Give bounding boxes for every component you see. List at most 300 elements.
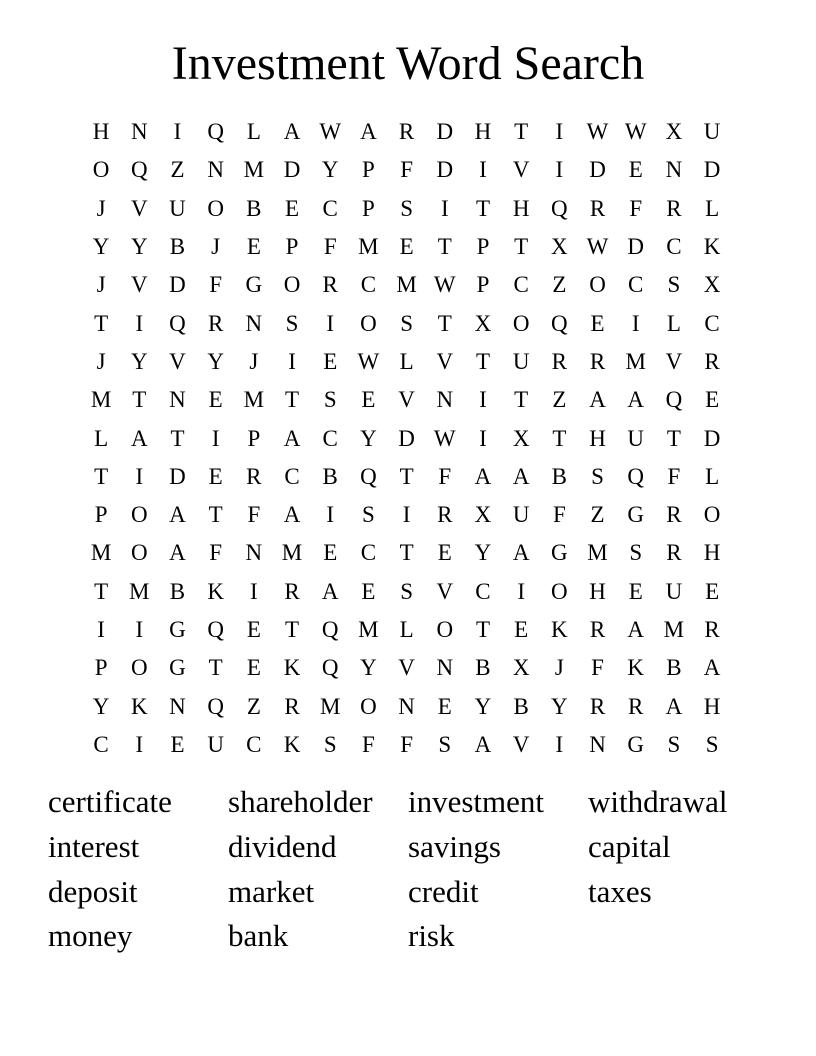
- grid-letter: K: [703, 234, 721, 260]
- grid-letter: L: [246, 119, 261, 145]
- grid-letter: T: [475, 348, 490, 374]
- word-list-item: certificate: [48, 784, 172, 819]
- grid-letter: I: [517, 578, 525, 604]
- grid-letter: M: [90, 387, 112, 413]
- grid-letter: C: [246, 731, 262, 757]
- grid-letter: A: [512, 463, 530, 489]
- word-list-item: deposit: [48, 873, 138, 909]
- grid-letter: F: [629, 195, 643, 221]
- grid-letter: U: [169, 195, 186, 221]
- grid-letter: V: [436, 578, 454, 604]
- grid-letter: J: [211, 234, 221, 260]
- grid-letter: D: [589, 157, 606, 183]
- grid-letter: P: [362, 157, 375, 183]
- grid-letter: R: [207, 310, 224, 336]
- grid-letter: R: [628, 693, 644, 719]
- grid-letter: T: [437, 234, 452, 260]
- grid-letter: Y: [92, 234, 110, 260]
- grid-letter: I: [440, 195, 449, 221]
- grid-letter: J: [249, 348, 259, 374]
- grid-letter: G: [627, 731, 645, 757]
- letter-grid: [82, 113, 731, 764]
- grid-letter: O: [130, 655, 148, 681]
- grid-letter: N: [665, 157, 683, 183]
- grid-letter: Q: [665, 387, 683, 413]
- grid-letter: E: [437, 540, 452, 566]
- grid-letter: A: [283, 425, 301, 451]
- grid-letter: I: [631, 310, 640, 336]
- grid-letter: A: [169, 502, 186, 528]
- grid-letter: M: [129, 578, 150, 604]
- grid-letter: A: [665, 693, 683, 719]
- grid-letter: A: [474, 463, 492, 489]
- grid-letter: S: [362, 502, 375, 528]
- grid-letter: S: [591, 463, 604, 489]
- grid-letter: Z: [552, 387, 567, 413]
- grid-letter: S: [323, 731, 337, 757]
- word-list-item: withdrawal: [588, 784, 728, 819]
- grid-letter: T: [514, 234, 529, 260]
- grid-letter: R: [666, 502, 682, 528]
- grid-letter: G: [169, 655, 186, 681]
- grid-letter: S: [705, 731, 719, 757]
- grid-letter: E: [514, 617, 529, 642]
- grid-letter: N: [207, 157, 224, 183]
- grid-letter: P: [285, 234, 299, 260]
- grid-letter: K: [207, 578, 224, 604]
- grid-letter: A: [283, 119, 301, 145]
- grid-letter: X: [512, 655, 530, 681]
- grid-letter: M: [358, 617, 379, 642]
- word-list-item: interest: [48, 828, 140, 864]
- grid-letter: M: [90, 540, 112, 566]
- grid-letter: B: [475, 655, 491, 681]
- word-list-item: risk: [408, 918, 455, 954]
- grid-letter: T: [514, 119, 529, 145]
- grid-letter: Z: [552, 272, 567, 298]
- grid-letter: V: [512, 731, 530, 757]
- grid-letter: T: [475, 195, 490, 221]
- grid-letter: X: [474, 310, 492, 336]
- grid-letter: E: [246, 617, 261, 642]
- grid-letter: Y: [130, 348, 148, 374]
- grid-letter: O: [512, 310, 530, 336]
- grid-letter: I: [135, 731, 144, 757]
- grid-letter: D: [703, 425, 721, 451]
- grid-letter: K: [551, 617, 568, 642]
- grid-letter: I: [97, 617, 105, 642]
- grid-letter: X: [665, 119, 683, 145]
- grid-letter: Y: [551, 693, 568, 719]
- grid-letter: R: [589, 195, 606, 221]
- grid-letter: C: [704, 310, 720, 336]
- grid-letter: S: [667, 731, 681, 757]
- grid-letter: H: [512, 195, 530, 221]
- grid-letter: N: [436, 387, 454, 413]
- grid-letter: A: [169, 540, 186, 566]
- grid-letter: G: [551, 540, 568, 566]
- grid-letter: S: [438, 731, 452, 757]
- grid-letter: E: [208, 463, 223, 489]
- grid-letter: Y: [207, 348, 224, 374]
- grid-letter: T: [475, 617, 490, 642]
- grid-letter: R: [551, 348, 568, 374]
- grid-letter: B: [551, 463, 568, 489]
- word-list-item: savings: [408, 828, 501, 864]
- grid-letter: E: [361, 578, 376, 604]
- grid-letter: F: [323, 234, 337, 260]
- grid-letter: D: [627, 234, 645, 260]
- grid-letter: U: [512, 348, 530, 374]
- grid-letter: A: [627, 387, 645, 413]
- grid-letter: R: [398, 119, 415, 145]
- grid-letter: Y: [360, 655, 377, 681]
- grid-letter: F: [247, 502, 261, 528]
- grid-letter: T: [94, 463, 109, 489]
- grid-letter: T: [399, 540, 414, 566]
- grid-letter: H: [589, 425, 606, 451]
- grid-letter: B: [513, 693, 529, 719]
- grid-letter: R: [704, 617, 720, 642]
- grid-letter: F: [438, 463, 452, 489]
- grid-letter: C: [322, 425, 338, 451]
- grid-letter: R: [246, 463, 262, 489]
- grid-letter: Q: [321, 617, 339, 642]
- grid-letter: F: [400, 731, 413, 757]
- grid-letter: C: [360, 540, 377, 566]
- word-list-item: money: [48, 918, 133, 954]
- grid-letter: S: [323, 387, 337, 413]
- grid-letter: K: [283, 655, 301, 681]
- grid-letter: Y: [474, 540, 492, 566]
- grid-letter: B: [169, 578, 186, 604]
- grid-letter: M: [663, 617, 685, 642]
- grid-letter: P: [476, 272, 490, 298]
- grid-letter: O: [589, 272, 606, 298]
- grid-letter: C: [322, 195, 338, 221]
- grid-letter: K: [283, 731, 301, 757]
- grid-letter: Q: [360, 463, 377, 489]
- grid-letter: P: [476, 234, 490, 260]
- grid-letter: M: [396, 272, 417, 298]
- grid-letter: E: [705, 578, 720, 604]
- grid-letter: S: [667, 272, 681, 298]
- grid-letter: C: [475, 578, 491, 604]
- grid-letter: R: [589, 617, 606, 642]
- grid-letter: M: [358, 234, 379, 260]
- grid-letter: E: [323, 348, 338, 374]
- grid-letter: S: [629, 540, 643, 566]
- grid-letter: R: [437, 502, 453, 528]
- grid-letter: H: [703, 693, 721, 719]
- grid-letter: T: [208, 502, 223, 528]
- grid-letter: N: [589, 731, 606, 757]
- word-list-item: capital: [588, 828, 671, 864]
- grid-letter: H: [589, 578, 606, 604]
- grid-letter: F: [400, 157, 413, 183]
- grid-letter: B: [666, 655, 682, 681]
- grid-letter: R: [322, 272, 338, 298]
- grid-letter: I: [555, 119, 564, 145]
- grid-letter: W: [586, 234, 609, 260]
- grid-letter: U: [512, 502, 530, 528]
- grid-letter: O: [130, 540, 148, 566]
- grid-letter: J: [554, 655, 564, 681]
- grid-letter: T: [94, 310, 109, 336]
- grid-letter: I: [135, 463, 144, 489]
- grid-letter: E: [323, 540, 338, 566]
- grid-letter: R: [284, 693, 300, 719]
- grid-letter: E: [705, 387, 720, 413]
- grid-letter: I: [326, 502, 335, 528]
- grid-letter: A: [703, 655, 721, 681]
- grid-letter: S: [400, 578, 413, 604]
- grid-letter: L: [666, 310, 681, 336]
- grid-letter: Q: [169, 310, 186, 336]
- grid-letter: L: [399, 617, 414, 642]
- grid-letter: W: [357, 348, 380, 374]
- word-list: [48, 780, 768, 959]
- grid-letter: V: [398, 387, 415, 413]
- grid-letter: P: [247, 425, 261, 451]
- grid-letter: E: [246, 234, 261, 260]
- grid-letter: E: [590, 310, 605, 336]
- grid-letter: O: [436, 617, 454, 642]
- grid-letter: F: [667, 463, 681, 489]
- grid-letter: S: [400, 310, 413, 336]
- grid-letter: I: [326, 310, 335, 336]
- grid-letter: D: [398, 425, 415, 451]
- grid-letter: U: [665, 578, 683, 604]
- grid-letter: V: [512, 157, 530, 183]
- grid-letter: B: [169, 234, 186, 260]
- grid-letter: L: [94, 425, 109, 451]
- grid-letter: A: [321, 578, 339, 604]
- grid-letter: Y: [130, 234, 148, 260]
- word-list-item: bank: [228, 918, 289, 954]
- grid-letter: T: [666, 425, 681, 451]
- grid-letter: B: [322, 463, 338, 489]
- grid-letter: X: [551, 234, 568, 260]
- grid-letter: D: [169, 272, 186, 298]
- grid-letter: G: [169, 617, 186, 642]
- grid-letter: Q: [551, 310, 568, 336]
- grid-letter: T: [552, 425, 567, 451]
- grid-letter: T: [285, 387, 300, 413]
- grid-letter: D: [283, 157, 301, 183]
- grid-letter: J: [96, 272, 106, 298]
- grid-letter: O: [551, 578, 568, 604]
- grid-letter: Y: [360, 425, 377, 451]
- grid-letter: X: [512, 425, 530, 451]
- grid-letter: T: [132, 387, 147, 413]
- grid-letter: A: [627, 617, 645, 642]
- grid-letter: A: [130, 425, 148, 451]
- grid-letter: R: [666, 195, 682, 221]
- grid-letter: L: [399, 348, 414, 374]
- grid-letter: Q: [627, 463, 645, 489]
- grid-letter: O: [92, 157, 110, 183]
- grid-letter: O: [207, 195, 224, 221]
- grid-letter: Z: [170, 157, 185, 183]
- grid-letter: I: [555, 731, 564, 757]
- grid-letter: T: [399, 463, 414, 489]
- grid-letter: I: [250, 578, 258, 604]
- grid-letter: N: [130, 119, 148, 145]
- grid-letter: I: [479, 157, 487, 183]
- grid-letter: N: [398, 693, 415, 719]
- grid-letter: V: [398, 655, 415, 681]
- grid-letter: S: [400, 195, 413, 221]
- grid-letter: F: [209, 272, 223, 298]
- grid-letter: C: [93, 731, 109, 757]
- grid-letter: I: [211, 425, 220, 451]
- grid-letter: V: [130, 272, 148, 298]
- grid-letter: I: [479, 425, 487, 451]
- grid-letter: L: [705, 195, 720, 221]
- grid-letter: T: [94, 578, 109, 604]
- grid-letter: C: [284, 463, 300, 489]
- grid-letter: Q: [207, 119, 224, 145]
- grid-letter: E: [170, 731, 185, 757]
- grid-letter: K: [627, 655, 645, 681]
- grid-letter: M: [587, 540, 608, 566]
- grid-letter: O: [130, 502, 148, 528]
- grid-letter: A: [589, 387, 606, 413]
- grid-letter: O: [703, 502, 721, 528]
- grid-letter: X: [703, 272, 721, 298]
- grid-letter: Q: [130, 157, 148, 183]
- grid-letter: N: [436, 655, 454, 681]
- grid-letter: Z: [246, 693, 261, 719]
- grid-letter: N: [169, 693, 186, 719]
- grid-letter: V: [169, 348, 186, 374]
- grid-letter: J: [96, 195, 106, 221]
- grid-letter: W: [624, 119, 647, 145]
- grid-letter: W: [433, 425, 456, 451]
- grid-letter: Y: [321, 157, 339, 183]
- grid-letter: N: [245, 310, 263, 336]
- grid-letter: H: [92, 119, 110, 145]
- grid-letter: E: [246, 655, 261, 681]
- grid-letter: C: [628, 272, 644, 298]
- grid-letter: G: [627, 502, 645, 528]
- grid-letter: T: [285, 617, 300, 642]
- grid-letter: M: [281, 540, 303, 566]
- grid-letter: O: [360, 693, 377, 719]
- grid-letter: D: [436, 157, 454, 183]
- grid-letter: I: [173, 119, 182, 145]
- grid-letter: I: [288, 348, 296, 374]
- grid-letter: N: [245, 540, 263, 566]
- grid-letter: A: [360, 119, 377, 145]
- grid-letter: Y: [474, 693, 492, 719]
- word-list-item: credit: [408, 873, 479, 909]
- grid-letter: E: [285, 195, 300, 221]
- grid-letter: K: [130, 693, 148, 719]
- grid-letter: L: [705, 463, 720, 489]
- grid-letter: C: [513, 272, 529, 298]
- grid-letter: R: [589, 348, 606, 374]
- grid-letter: D: [169, 463, 186, 489]
- grid-letter: P: [362, 195, 375, 221]
- grid-letter: F: [209, 540, 223, 566]
- grid-letter: U: [627, 425, 645, 451]
- grid-letter: P: [94, 502, 108, 528]
- grid-letter: X: [474, 502, 492, 528]
- grid-letter: I: [479, 387, 487, 413]
- grid-letter: E: [628, 578, 643, 604]
- grid-letter: W: [433, 272, 456, 298]
- grid-letter: H: [703, 540, 721, 566]
- grid-letter: T: [514, 387, 529, 413]
- word-list-item: shareholder: [228, 784, 373, 819]
- grid-letter: N: [169, 387, 186, 413]
- grid-letter: M: [319, 693, 341, 719]
- grid-letter: Q: [207, 693, 224, 719]
- grid-letter: D: [703, 157, 721, 183]
- word-list-item: dividend: [228, 828, 337, 864]
- grid-letter: I: [135, 310, 144, 336]
- grid-letter: F: [362, 731, 375, 757]
- grid-letter: M: [625, 348, 646, 374]
- grid-letter: M: [243, 387, 265, 413]
- grid-letter: W: [586, 119, 609, 145]
- grid-letter: E: [208, 387, 223, 413]
- grid-letter: T: [437, 310, 452, 336]
- grid-letter: P: [94, 655, 108, 681]
- grid-letter: E: [628, 157, 643, 183]
- grid-letter: O: [360, 310, 377, 336]
- page-title: Investment Word Search: [171, 37, 645, 90]
- word-list-item: market: [228, 873, 315, 909]
- grid-letter: B: [246, 195, 262, 221]
- grid-letter: Y: [92, 693, 110, 719]
- grid-letter: R: [589, 693, 606, 719]
- grid-letter: H: [474, 119, 492, 145]
- word-list-item: taxes: [588, 873, 652, 909]
- grid-letter: C: [360, 272, 377, 298]
- grid-letter: F: [591, 655, 604, 681]
- grid-letter: I: [555, 157, 564, 183]
- grid-letter: A: [283, 502, 301, 528]
- grid-letter: R: [284, 578, 300, 604]
- grid-letter: E: [399, 234, 414, 260]
- grid-letter: R: [666, 540, 682, 566]
- grid-letter: U: [703, 119, 721, 145]
- grid-letter: R: [704, 348, 720, 374]
- grid-letter: E: [437, 693, 452, 719]
- grid-letter: I: [402, 502, 411, 528]
- grid-letter: V: [130, 195, 148, 221]
- grid-letter: W: [319, 119, 342, 145]
- grid-letter: U: [207, 731, 224, 757]
- grid-letter: Q: [321, 655, 339, 681]
- grid-letter: G: [245, 272, 263, 298]
- word-list-item: investment: [408, 784, 545, 819]
- grid-letter: S: [285, 310, 299, 336]
- grid-letter: Q: [551, 195, 568, 221]
- grid-letter: O: [283, 272, 301, 298]
- grid-letter: J: [96, 348, 106, 374]
- grid-letter: T: [208, 655, 223, 681]
- grid-letter: V: [665, 348, 683, 374]
- grid-letter: F: [552, 502, 566, 528]
- grid-letter: A: [474, 731, 492, 757]
- grid-letter: T: [170, 425, 185, 451]
- grid-letter: I: [135, 617, 144, 642]
- grid-letter: A: [512, 540, 530, 566]
